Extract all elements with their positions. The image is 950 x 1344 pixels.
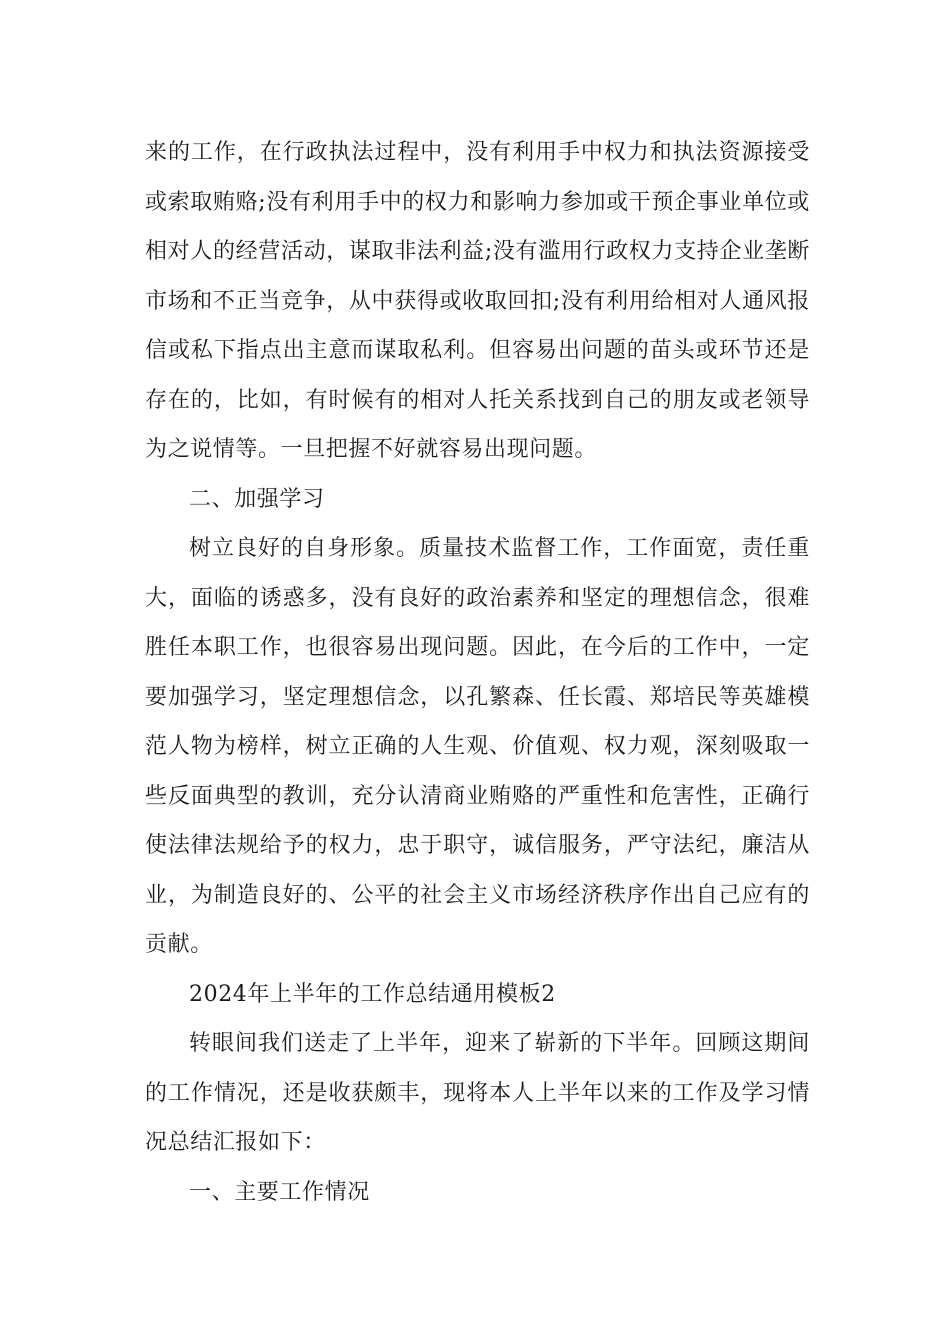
body-paragraph-intro: 转眼间我们送走了上半年，迎来了崭新的下半年。回顾这期间的工作情况，还是收获颇丰，现将本人上半年以来的工作及学习情况总结汇报如下： xyxy=(145,1031,810,1155)
template-title: 2024年上半年的工作总结通用模板2 xyxy=(189,981,556,1007)
section-heading-main-work: 一、主要工作情况 xyxy=(189,1179,370,1205)
body-paragraph-image: 树立良好的自身形象。质量技术监督工作，工作面宽，责任重大，面临的诱惑多，没有良好的政治素养和坚定的理想信念，很难胜任本职工作，也很容易出现问题。因此，在今后的工作中，一定要加强学习，坚定理想信念，以孔繁森、任长霞、郑培民等英雄模范人物为榜样，树立正确的人生观、价值观、权力观，深刻吸取一些反面典型的教训，充分认清商业贿赂的严重性和危害性，正确行使法律法规给予的权力，忠于职守，诚信服务，严守法纪，廉洁从业，为制造良好的、公平的社会主义市场经济秩序作出自己应有的贡献。 xyxy=(145,536,810,957)
body-paragraph-continued: 来的工作，在行政执法过程中，没有利用手中权力和执法资源接受或索取贿赂;没有利用手中的权力和影响力参加或干预企事业单位或相对人的经营活动，谋取非法利益;没有滥用行政权力支持企业垄断市场和不正当竞争，从中获得或收取回扣;没有利用给相对人通风报信或私下指点出主意而谋取私利。但容易出问题的苗头或环节还是存在的，比如，有时候有的相对人托关系找到自己的朋友或老领导为之说情等。一旦把握不好就容易出现问题。 xyxy=(145,140,810,462)
document-body xyxy=(145,128,810,1217)
section-heading-strengthen-study: 二、加强学习 xyxy=(189,486,325,512)
